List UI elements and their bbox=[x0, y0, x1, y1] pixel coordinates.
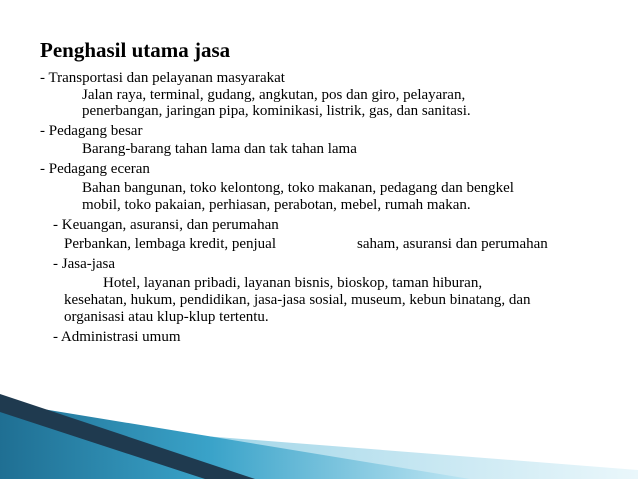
retail-line-1: Bahan bangunan, toko kelontong, toko makanan, pedagang dan bengkel bbox=[82, 180, 514, 196]
services-line-1: Hotel, layanan pribadi, layanan bisnis, bioskop, taman hiburan, bbox=[103, 275, 483, 291]
decor-teal-wedge bbox=[0, 402, 470, 479]
wholesale-line-1: Barang-barang tahan lama dan tak tahan lama bbox=[82, 141, 357, 157]
finance-heading: - Keuangan, asuransi, dan perumahan bbox=[53, 217, 279, 233]
retail-heading: - Pedagang eceran bbox=[40, 161, 150, 177]
slide-title: Penghasil utama jasa bbox=[40, 38, 231, 62]
finance-line-1a: Perbankan, lembaga kredit, penjual bbox=[64, 236, 277, 252]
transport-line-2: penerbangan, jaringan pipa, kominikasi, listrik, gas, dan sanitasi. bbox=[82, 103, 471, 119]
services-line-2: kesehatan, hukum, pendidikan, jasa-jasa sosial, museum, kebun binatang, dan bbox=[64, 292, 531, 308]
finance-line-1b: saham, asuransi dan perumahan bbox=[357, 236, 548, 252]
wholesale-heading: - Pedagang besar bbox=[40, 123, 143, 139]
transport-line-1: Jalan raya, terminal, gudang, angkutan, pos dan giro, pelayaran, bbox=[82, 87, 466, 103]
transport-heading: - Transportasi dan pelayanan masyarakat bbox=[40, 70, 285, 86]
retail-line-2: mobil, toko pakaian, perhiasan, perabotan, mebel, rumah makan. bbox=[82, 197, 471, 213]
services-line-3: organisasi atau klup-klup tertentu. bbox=[64, 309, 269, 325]
services-heading: - Jasa-jasa bbox=[53, 256, 116, 272]
admin-heading: - Administrasi umum bbox=[53, 329, 181, 345]
